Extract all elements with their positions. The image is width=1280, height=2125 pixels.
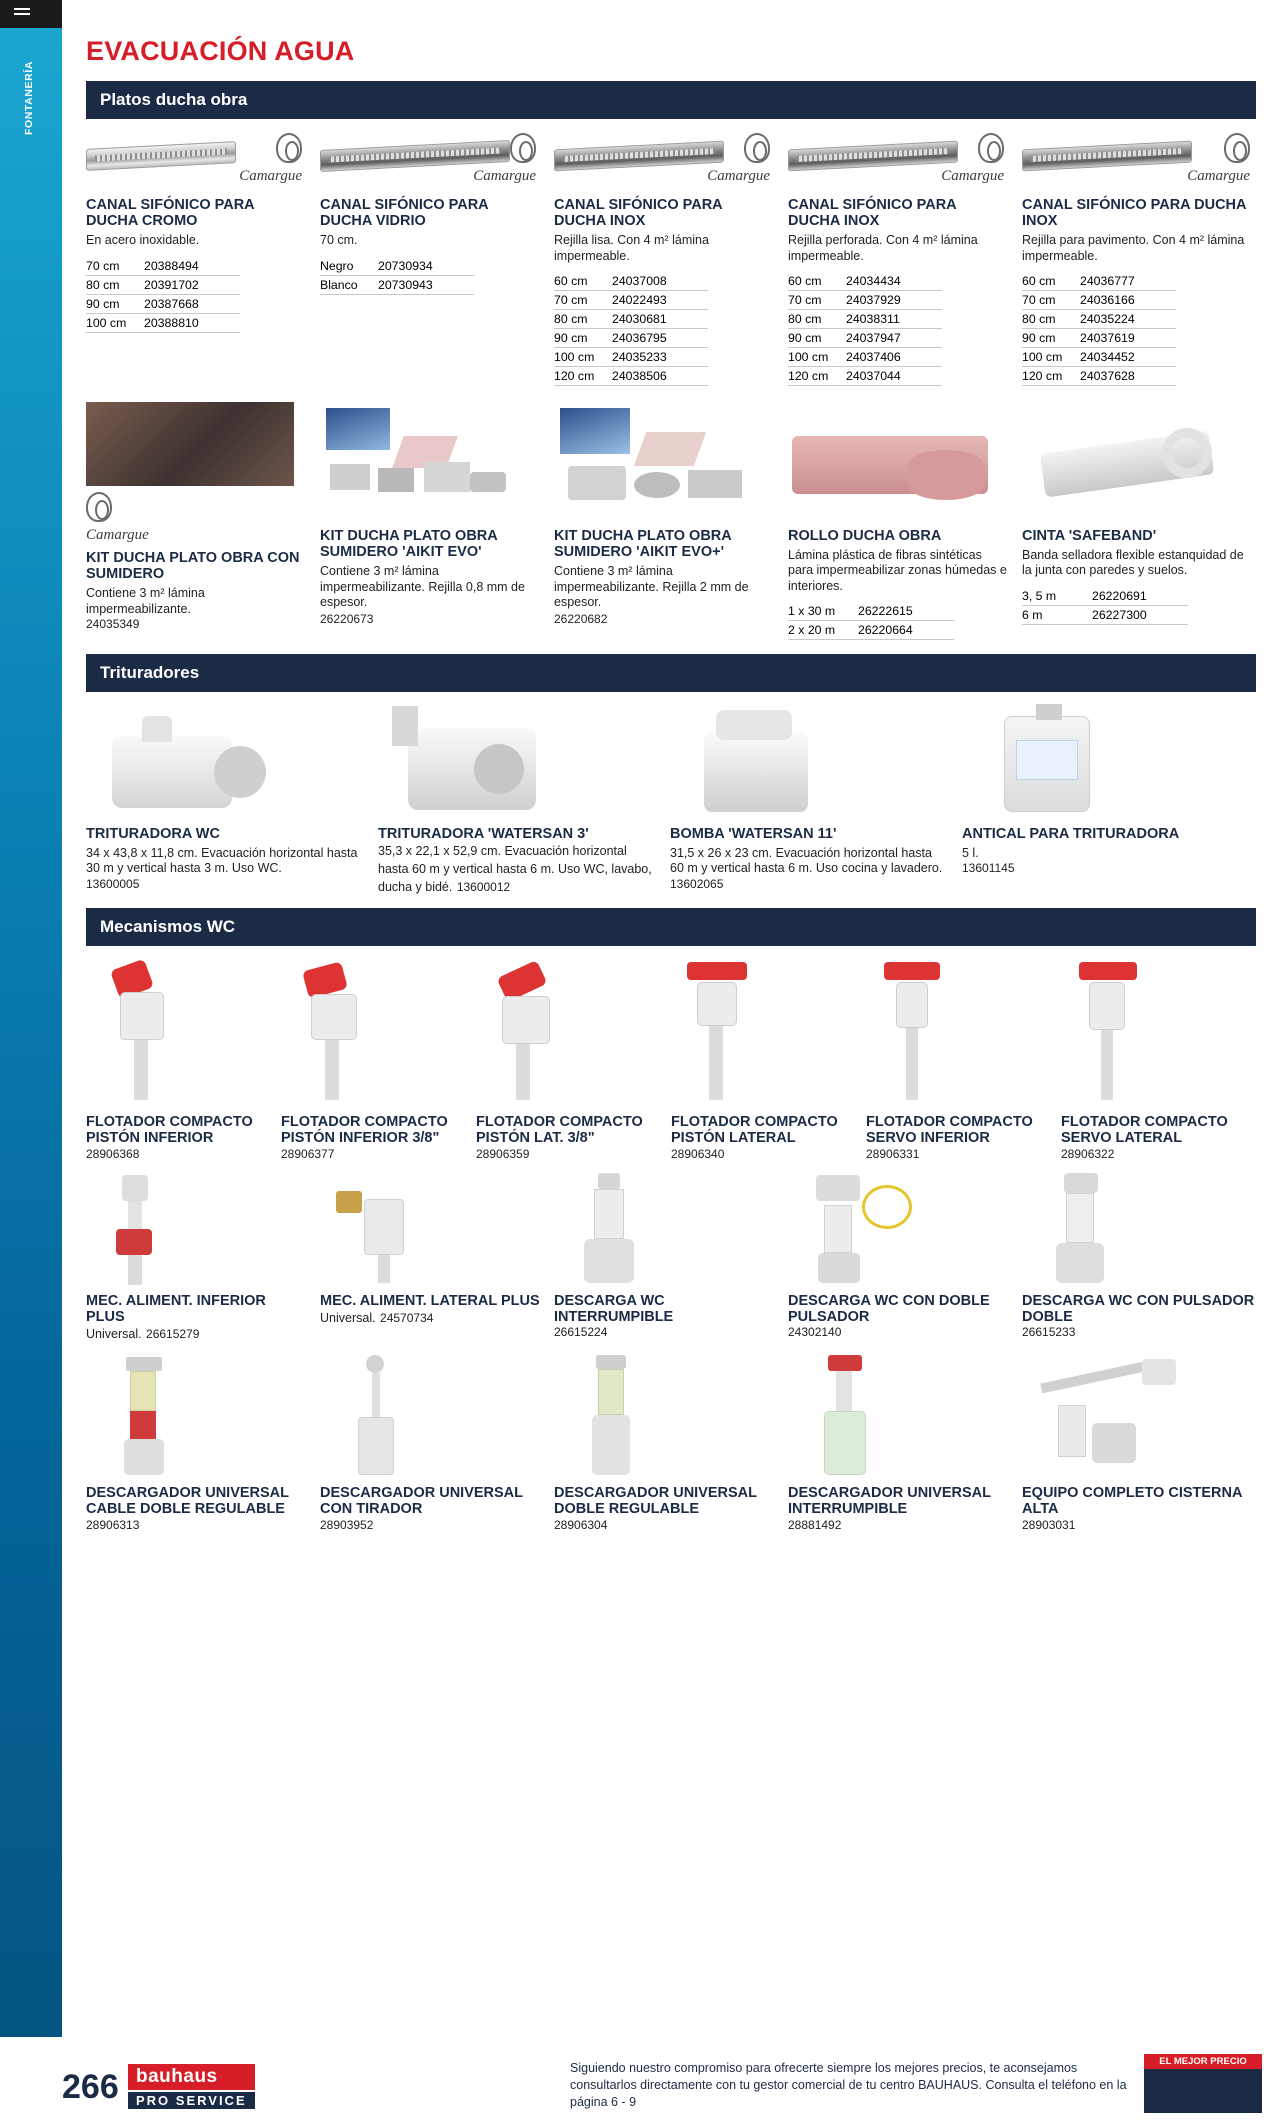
product-card bbox=[320, 1353, 554, 1531]
camargue-icon bbox=[510, 133, 536, 163]
product-row-descargadores bbox=[86, 1353, 1256, 1531]
product-name: FLOTADOR COMPACTO SERVO INFERIOR bbox=[866, 1114, 1033, 1147]
page-number: 266 bbox=[62, 2068, 119, 2106]
brand-proservice: PRO SERVICE bbox=[128, 2092, 255, 2109]
camargue-icon bbox=[744, 133, 770, 163]
brand-name: Camargue bbox=[239, 168, 302, 184]
product-code: 28906322 bbox=[1061, 1146, 1115, 1161]
camargue-icon bbox=[86, 492, 112, 522]
product-desc: 70 cm. bbox=[320, 233, 358, 248]
product-image bbox=[554, 129, 776, 191]
product-card bbox=[788, 1353, 1022, 1531]
product-desc: Universal. bbox=[86, 1327, 142, 1342]
product-image bbox=[476, 956, 646, 1108]
product-name: KIT DUCHA PLATO OBRA CON SUMIDERO bbox=[86, 549, 300, 583]
product-image bbox=[86, 956, 256, 1108]
product-image bbox=[788, 402, 996, 522]
product-code: 26615233 bbox=[1022, 1325, 1076, 1340]
product-image bbox=[788, 1169, 988, 1287]
product-image bbox=[962, 702, 1192, 820]
section-header-mecanismos: Mecanismos WC bbox=[86, 908, 1256, 946]
product-card bbox=[86, 129, 320, 333]
size-label: 100 cm bbox=[1022, 347, 1080, 366]
product-card bbox=[554, 1169, 788, 1339]
product-name: FLOTADOR COMPACTO PISTÓN INFERIOR 3/8" bbox=[281, 1114, 448, 1147]
size-label: 90 cm bbox=[788, 328, 846, 347]
best-price-label: EL MEJOR PRECIO bbox=[1144, 2054, 1262, 2069]
product-code: 28903952 bbox=[320, 1517, 374, 1532]
product-image bbox=[671, 956, 841, 1108]
product-desc: En acero inoxidable. bbox=[86, 233, 200, 248]
product-desc: 34 x 43,8 x 11,8 cm. Evacuación horizontal hasta 30 m y vertical hasta 3 m. Uso WC. bbox=[86, 846, 358, 876]
size-label: 90 cm bbox=[554, 328, 612, 347]
menu-tab[interactable] bbox=[0, 0, 62, 28]
product-desc: Contiene 3 m² lámina impermeabilizante. Rejilla 0,8 mm de espesor. bbox=[320, 564, 525, 609]
product-code: 13600005 bbox=[86, 876, 140, 891]
size-table bbox=[1022, 272, 1176, 386]
product-card bbox=[962, 702, 1254, 875]
product-card bbox=[554, 402, 788, 628]
product-image bbox=[281, 956, 451, 1108]
product-image bbox=[1061, 956, 1231, 1108]
size-code: 24038506 bbox=[612, 366, 708, 385]
size-table bbox=[788, 602, 954, 640]
product-code: 28906359 bbox=[476, 1146, 530, 1161]
product-name: DESCARGADOR UNIVERSAL CABLE DOBLE REGULABLE bbox=[86, 1485, 289, 1518]
product-card bbox=[86, 702, 378, 891]
product-image bbox=[320, 1169, 520, 1287]
camargue-logo bbox=[239, 133, 302, 185]
sidebar-category-label: FONTANERÍA bbox=[23, 60, 35, 136]
product-code: 28881492 bbox=[788, 1517, 842, 1532]
product-image bbox=[86, 702, 316, 820]
product-image bbox=[320, 402, 528, 522]
product-image bbox=[554, 1169, 754, 1287]
product-name: BOMBA 'WATERSAN 11' bbox=[670, 825, 837, 842]
product-image bbox=[320, 1353, 520, 1479]
size-label: 100 cm bbox=[554, 347, 612, 366]
page-title: EVACUACIÓN AGUA bbox=[86, 36, 355, 66]
product-name: ANTICAL PARA TRITURADORA bbox=[962, 825, 1180, 842]
bauhaus-logo bbox=[128, 2064, 255, 2109]
product-name: FLOTADOR COMPACTO PISTÓN LATERAL bbox=[671, 1114, 838, 1147]
size-code: 20387668 bbox=[144, 294, 240, 313]
size-label: 100 cm bbox=[788, 347, 846, 366]
size-label: 70 cm bbox=[554, 290, 612, 309]
product-desc: 5 l. bbox=[962, 846, 979, 861]
product-card bbox=[86, 956, 281, 1160]
product-card bbox=[378, 702, 670, 896]
brand-name: Camargue bbox=[941, 168, 1004, 184]
product-card bbox=[1022, 1353, 1256, 1531]
size-code: 24037406 bbox=[846, 347, 942, 366]
size-code: 24036795 bbox=[612, 328, 708, 347]
size-label: 90 cm bbox=[86, 294, 144, 313]
size-table bbox=[86, 257, 240, 333]
size-code: 20388810 bbox=[144, 313, 240, 332]
product-code: 24570734 bbox=[380, 1310, 434, 1325]
size-label: Negro bbox=[320, 257, 378, 276]
camargue-logo bbox=[941, 133, 1004, 185]
product-image bbox=[320, 129, 542, 191]
size-table bbox=[320, 257, 474, 295]
section-header-trituradores: Trituradores bbox=[86, 654, 1256, 692]
camargue-logo bbox=[473, 133, 536, 185]
size-table bbox=[788, 272, 942, 386]
size-code: 24022493 bbox=[612, 290, 708, 309]
product-card bbox=[788, 1169, 1022, 1339]
footer-note: Siguiendo nuestro compromiso para ofrecerte siempre los mejores precios, te aconsejamos consultarlos directamente con tu gestor comercial de tu centro BAUHAUS. Consulta el teléfono en la página 6 - 9 bbox=[570, 2061, 1127, 2110]
product-row-canales bbox=[86, 129, 1256, 386]
size-code: 26222615 bbox=[858, 602, 954, 621]
product-image bbox=[1022, 1353, 1222, 1479]
size-label: 70 cm bbox=[1022, 290, 1080, 309]
product-code: 24035349 bbox=[86, 616, 140, 631]
size-code: 24034452 bbox=[1080, 347, 1176, 366]
product-card bbox=[1061, 956, 1256, 1160]
product-name: KIT DUCHA PLATO OBRA SUMIDERO 'AIKIT EVO' bbox=[320, 527, 498, 561]
product-card bbox=[670, 702, 962, 891]
product-desc: Rejilla lisa. Con 4 m² lámina impermeable. bbox=[554, 233, 709, 263]
product-code: 26220673 bbox=[320, 612, 374, 627]
size-code: 24035233 bbox=[612, 347, 708, 366]
product-card bbox=[1022, 129, 1256, 386]
product-name: CANAL SIFÓNICO PARA DUCHA VIDRIO bbox=[320, 197, 489, 230]
product-card bbox=[1022, 1169, 1256, 1339]
size-label: 2 x 20 m bbox=[788, 620, 858, 639]
size-table bbox=[554, 272, 708, 386]
camargue-icon bbox=[978, 133, 1004, 163]
size-label: 60 cm bbox=[554, 272, 612, 291]
size-code: 24030681 bbox=[612, 309, 708, 328]
product-card bbox=[788, 402, 1022, 640]
sidebar bbox=[0, 0, 62, 2125]
size-label: 80 cm bbox=[788, 309, 846, 328]
product-image bbox=[1022, 402, 1230, 522]
product-image bbox=[788, 1353, 988, 1479]
product-desc: 35,3 x 22,1 x 52,9 cm. Evacuación horizontal hasta 60 m y vertical hasta 6 m. Uso WC, lavabo, ducha y bidé. bbox=[378, 844, 652, 895]
size-label: 60 cm bbox=[788, 272, 846, 291]
brand-bauhaus: bauhaus bbox=[128, 2064, 255, 2090]
camargue-icon bbox=[276, 133, 302, 163]
size-label: 90 cm bbox=[1022, 328, 1080, 347]
best-price-badge bbox=[1144, 2054, 1262, 2113]
product-card bbox=[86, 1353, 320, 1531]
size-code: 26220664 bbox=[858, 620, 954, 639]
product-name: FLOTADOR COMPACTO SERVO LATERAL bbox=[1061, 1114, 1228, 1147]
size-code: 24037044 bbox=[846, 366, 942, 385]
product-card bbox=[671, 956, 866, 1160]
size-table bbox=[1022, 587, 1188, 625]
product-name: CANAL SIFÓNICO PARA DUCHA INOX bbox=[554, 197, 723, 230]
product-image bbox=[670, 702, 900, 820]
size-label: 120 cm bbox=[554, 366, 612, 385]
size-code: 20391702 bbox=[144, 275, 240, 294]
product-card bbox=[320, 402, 554, 628]
product-name: KIT DUCHA PLATO OBRA SUMIDERO 'AIKIT EVO+' bbox=[554, 527, 732, 561]
page-footer bbox=[0, 2037, 1280, 2125]
best-price-body bbox=[1144, 2069, 1262, 2113]
product-desc: Contiene 3 m² lámina impermeabilizante. bbox=[86, 586, 205, 616]
size-code: 20730943 bbox=[378, 275, 474, 294]
product-name: MEC. ALIMENT. LATERAL PLUS bbox=[320, 1292, 540, 1309]
size-label: 1 x 30 m bbox=[788, 602, 858, 621]
size-code: 24036777 bbox=[1080, 272, 1176, 291]
hamburger-icon[interactable] bbox=[14, 8, 30, 19]
product-name: DESCARGADOR UNIVERSAL DOBLE REGULABLE bbox=[554, 1485, 757, 1518]
product-row-kits bbox=[86, 402, 1256, 640]
product-code: 28906313 bbox=[86, 1517, 140, 1532]
product-name: CINTA 'SAFEBAND' bbox=[1022, 527, 1157, 544]
size-label: 80 cm bbox=[86, 275, 144, 294]
product-card bbox=[281, 956, 476, 1160]
size-label: 70 cm bbox=[788, 290, 846, 309]
product-code: 28906331 bbox=[866, 1146, 920, 1161]
product-image bbox=[378, 702, 608, 820]
product-name: FLOTADOR COMPACTO PISTÓN LAT. 3/8" bbox=[476, 1114, 643, 1147]
product-desc: Contiene 3 m² lámina impermeabilizante. Rejilla 2 mm de espesor. bbox=[554, 564, 749, 609]
product-image bbox=[86, 402, 294, 486]
product-card bbox=[788, 129, 1022, 386]
product-desc: Rejilla perforada. Con 4 m² lámina impermeable. bbox=[788, 233, 978, 263]
product-card bbox=[86, 402, 320, 631]
product-code: 26220682 bbox=[554, 612, 608, 627]
size-label: 120 cm bbox=[1022, 366, 1080, 385]
product-name: DESCARGADOR UNIVERSAL CON TIRADOR bbox=[320, 1485, 523, 1518]
product-card bbox=[554, 129, 788, 386]
size-code: 24037929 bbox=[846, 290, 942, 309]
size-label: Blanco bbox=[320, 275, 378, 294]
product-card bbox=[476, 956, 671, 1160]
product-name: DESCARGA WC CON DOBLE PULSADOR bbox=[788, 1292, 990, 1325]
product-code: 28906304 bbox=[554, 1517, 608, 1532]
size-code: 24037619 bbox=[1080, 328, 1176, 347]
product-card bbox=[86, 1169, 320, 1343]
size-code: 24034434 bbox=[846, 272, 942, 291]
size-label: 3, 5 m bbox=[1022, 587, 1092, 606]
size-label: 60 cm bbox=[1022, 272, 1080, 291]
size-label: 120 cm bbox=[788, 366, 846, 385]
product-code: 26615279 bbox=[146, 1327, 200, 1342]
product-code: 28906368 bbox=[86, 1146, 140, 1161]
brand-name: Camargue bbox=[86, 526, 149, 543]
size-code: 24038311 bbox=[846, 309, 942, 328]
product-row-flotadores bbox=[86, 956, 1256, 1160]
size-label: 100 cm bbox=[86, 313, 144, 332]
product-name: TRITURADORA 'WATERSAN 3' bbox=[378, 825, 589, 842]
product-code: 28906340 bbox=[671, 1146, 725, 1161]
size-label: 80 cm bbox=[1022, 309, 1080, 328]
product-image bbox=[86, 129, 308, 191]
size-code: 26227300 bbox=[1092, 605, 1188, 624]
product-code: 24302140 bbox=[788, 1325, 842, 1340]
size-label: 80 cm bbox=[554, 309, 612, 328]
size-label: 70 cm bbox=[86, 257, 144, 276]
size-code: 24037008 bbox=[612, 272, 708, 291]
product-name: CANAL SIFÓNICO PARA DUCHA CROMO bbox=[86, 197, 255, 230]
product-desc: Lámina plástica de fibras sintéticas para impermeabilizar zonas húmedas e interiores. bbox=[788, 548, 1007, 593]
brand-name: Camargue bbox=[1187, 168, 1250, 184]
brand-name: Camargue bbox=[473, 168, 536, 184]
product-image bbox=[788, 129, 1010, 191]
product-code: 26615224 bbox=[554, 1325, 608, 1340]
size-code: 24035224 bbox=[1080, 309, 1176, 328]
product-image bbox=[866, 956, 1036, 1108]
size-code: 20388494 bbox=[144, 257, 240, 276]
product-card bbox=[866, 956, 1061, 1160]
product-name: MEC. ALIMENT. INFERIOR PLUS bbox=[86, 1292, 266, 1325]
product-name: CANAL SIFÓNICO PARA DUCHA INOX bbox=[788, 197, 957, 230]
product-image bbox=[1022, 129, 1256, 191]
product-code: 13600012 bbox=[456, 880, 511, 895]
product-image bbox=[86, 1353, 286, 1479]
product-name: ROLLO DUCHA OBRA bbox=[788, 527, 942, 544]
product-desc: 31,5 x 26 x 23 cm. Evacuación horizontal hasta 60 m y vertical hasta 6 m. Uso cocina y lavadero. bbox=[670, 846, 943, 876]
camargue-logo bbox=[707, 133, 770, 185]
product-image bbox=[554, 402, 762, 522]
camargue-logo bbox=[86, 492, 308, 544]
product-name: TRITURADORA WC bbox=[86, 825, 220, 842]
product-desc: Universal. bbox=[320, 1310, 376, 1325]
product-name: CANAL SIFÓNICO PARA DUCHA INOX bbox=[1022, 197, 1246, 230]
product-desc: Rejilla para pavimento. Con 4 m² lámina impermeable. bbox=[1022, 233, 1245, 263]
product-name: FLOTADOR COMPACTO PISTÓN INFERIOR bbox=[86, 1114, 253, 1147]
size-code: 20730934 bbox=[378, 257, 474, 276]
camargue-logo bbox=[1187, 133, 1250, 185]
product-row-trituradores bbox=[86, 702, 1256, 896]
product-code: 13602065 bbox=[670, 876, 724, 891]
section-header-platos: Platos ducha obra bbox=[86, 81, 1256, 119]
product-image bbox=[1022, 1169, 1222, 1287]
brand-name: Camargue bbox=[707, 168, 770, 184]
size-code: 24036166 bbox=[1080, 290, 1176, 309]
product-image bbox=[86, 1169, 286, 1287]
product-code: 13601145 bbox=[962, 861, 1015, 876]
product-name: EQUIPO COMPLETO CISTERNA ALTA bbox=[1022, 1485, 1242, 1518]
size-code: 24037628 bbox=[1080, 366, 1176, 385]
product-name: DESCARGA WC INTERRUMPIBLE bbox=[554, 1292, 674, 1325]
product-card bbox=[320, 129, 554, 295]
camargue-icon bbox=[1224, 133, 1250, 163]
product-code: 28903031 bbox=[1022, 1517, 1076, 1532]
product-code: 28906377 bbox=[281, 1146, 335, 1161]
product-desc: Banda selladora flexible estanquidad de la junta con paredes y suelos. bbox=[1022, 548, 1244, 578]
product-card bbox=[320, 1169, 554, 1327]
product-name: DESCARGADOR UNIVERSAL INTERRUMPIBLE bbox=[788, 1485, 991, 1518]
product-name: DESCARGA WC CON PULSADOR DOBLE bbox=[1022, 1292, 1255, 1325]
product-row-descargas bbox=[86, 1169, 1256, 1343]
product-image bbox=[554, 1353, 754, 1479]
size-label: 6 m bbox=[1022, 605, 1092, 624]
size-code: 26220691 bbox=[1092, 587, 1188, 606]
product-card bbox=[1022, 402, 1256, 625]
size-code: 24037947 bbox=[846, 328, 942, 347]
product-card bbox=[554, 1353, 788, 1531]
